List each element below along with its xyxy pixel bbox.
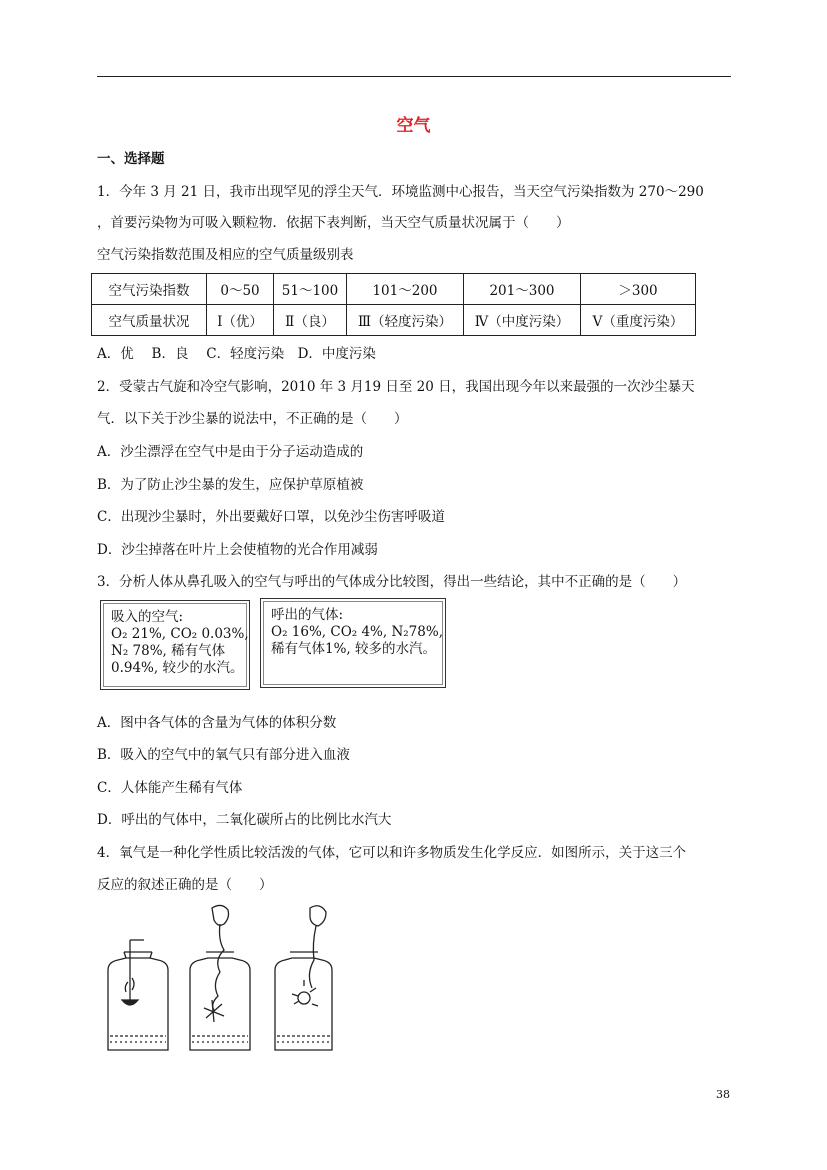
inhaled-line: O₂ 21%, CO₂ 0.03%, — [111, 626, 249, 642]
q3-option-d: D．呼出的气体中，二氧化碳所占的比例比水汽大 — [97, 812, 392, 828]
exhaled-line: 稀有气体1%, 较多的水汽。 — [271, 641, 436, 657]
q2-line2: 气．以下关于沙尘暴的说法中，不正确的是（ ） — [97, 411, 408, 427]
table-cell: Ⅱ（良） — [274, 305, 347, 336]
bottle-3-icon — [275, 906, 332, 1050]
aqi-table — [91, 273, 696, 336]
table-cell: Ⅰ（优） — [207, 305, 274, 336]
inhaled-line: 0.94%, 较少的水汽。 — [111, 660, 244, 676]
table-row — [92, 305, 696, 336]
q2-option-d: D．沙尘掉落在叶片上会使植物的光合作用减弱 — [97, 542, 378, 558]
section-heading: 一、选择题 — [97, 151, 165, 167]
q3-option-a: A．图中各气体的含量为气体的体积分数 — [97, 715, 337, 731]
table-cell: 空气质量状况 — [92, 305, 207, 336]
table-cell: Ⅴ（重度污染） — [581, 305, 696, 336]
table-cell: Ⅲ（轻度污染） — [347, 305, 464, 336]
table-cell: 201～300 — [464, 274, 581, 305]
q1-line2: ，首要污染物为可吸入颗粒物．依据下表判断，当天空气质量状况属于（ ） — [97, 215, 570, 231]
combustion-bottles-figure — [100, 900, 335, 1058]
page-title: 空气 — [396, 116, 431, 136]
q1-line1: 1．今年 3 月 21 日，我市出现罕见的浮尘天气．环境监测中心报告，当天空气污染指数为 270～290 — [97, 184, 704, 200]
table-cell: 101～200 — [347, 274, 464, 305]
q2-option-a: A．沙尘漂浮在空气中是由于分子运动造成的 — [97, 444, 364, 460]
table-row — [92, 274, 696, 305]
table-cell: 0～50 — [207, 274, 274, 305]
table-cell: ＞300 — [581, 274, 696, 305]
exhaled-heading: 呼出的气体: — [271, 607, 344, 623]
q3-option-c: C．人体能产生稀有气体 — [97, 780, 243, 796]
q2-option-c: C．出现沙尘暴时，外出要戴好口罩，以免沙尘伤害呼吸道 — [97, 509, 445, 525]
table-cell: 51～100 — [274, 274, 347, 305]
header-rule — [97, 76, 731, 77]
q2-option-b: B．为了防止沙尘暴的发生，应保护草原植被 — [97, 477, 364, 493]
bottle-1-icon — [108, 940, 168, 1050]
q3-option-b: B．吸入的空气中的氧气只有部分进入血液 — [97, 747, 350, 763]
q3-line1: 3．分析人体从鼻孔吸入的空气与呼出的气体成分比较图，得出一些结论，其中不正确的是（ ） — [97, 574, 687, 590]
exhaled-line: O₂ 16%, CO₂ 4%, N₂78%, — [271, 624, 443, 640]
inhaled-air-box — [100, 600, 250, 690]
q4-line1: 4．氧气是一种化学性质比较活泼的气体，它可以和许多物质发生化学反应．如图所示，关于这三个 — [97, 845, 687, 861]
inhaled-line: N₂ 78%, 稀有气体 — [111, 643, 226, 659]
bottle-2-icon — [190, 905, 250, 1050]
page-number: 38 — [716, 1088, 730, 1101]
q1-options: A．优 B．良 C．轻度污染 D．中度污染 — [97, 346, 376, 362]
table-cell: 空气污染指数 — [92, 274, 207, 305]
table-cell: Ⅳ（中度污染） — [464, 305, 581, 336]
inhaled-heading: 吸入的空气: — [111, 609, 184, 625]
exhaled-gas-box — [260, 598, 446, 688]
q2-line1: 2．受蒙古气旋和冷空气影响，2010 年 3 月19 日至 20 日，我国出现今年以来最强的一次沙尘暴天 — [97, 379, 695, 395]
q1-table-caption: 空气污染指数范围及相应的空气质量级别表 — [97, 247, 354, 263]
q4-line2: 反应的叙述正确的是（ ） — [97, 877, 273, 893]
